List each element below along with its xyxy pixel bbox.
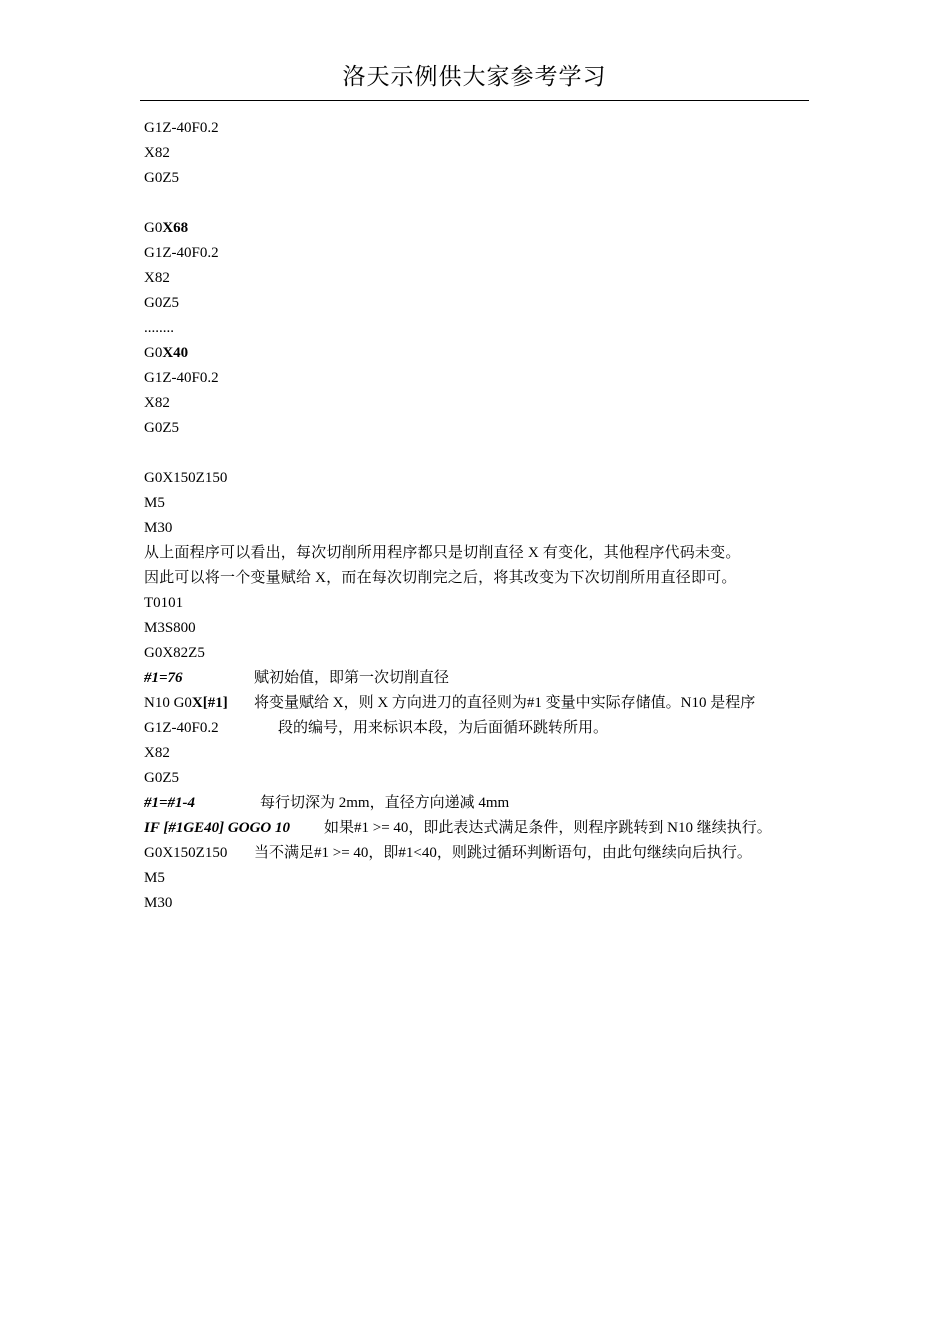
code-text: G0X82Z5 — [144, 645, 205, 661]
code-text: M30 — [144, 895, 173, 911]
code-text: M30 — [144, 520, 173, 536]
code-prefix: G0 — [144, 345, 163, 361]
code-text: X82 — [144, 395, 170, 411]
blank-line — [144, 191, 814, 216]
code-text — [144, 341, 188, 366]
code-text: ........ — [144, 320, 174, 336]
code-line — [144, 866, 814, 891]
code-line — [144, 841, 814, 866]
code-text: X82 — [144, 745, 170, 761]
code-line — [144, 341, 814, 366]
comment-text: 当不满足#1 >= 40，即#1<40，则跳过循环判断语句，由此句继续向后执行。 — [254, 845, 752, 861]
code-text: G1Z-40F0.2 — [144, 120, 219, 136]
code-line — [144, 891, 814, 916]
code-text: G0Z5 — [144, 420, 179, 436]
code-line — [144, 766, 814, 791]
code-text: G0Z5 — [144, 770, 179, 786]
code-text: G1Z-40F0.2 — [144, 720, 219, 736]
code-line — [144, 716, 814, 741]
code-prefix: G0 — [144, 220, 163, 236]
code-text: G0X150Z150 — [144, 470, 228, 486]
code-line — [144, 516, 814, 541]
code-text: #1=#1-4 — [144, 795, 196, 811]
code-bold-part: X[#1] — [191, 695, 228, 711]
code-text: M5 — [144, 495, 165, 511]
code-text — [144, 216, 188, 241]
code-text: G0Z5 — [144, 170, 179, 186]
prose-text: 从上面程序可以看出，每次切削所用程序都只是切削直径 X 有变化，其他程序代码未变。 — [144, 545, 741, 561]
code-text: G1Z-40F0.2 — [144, 245, 219, 261]
code-line — [144, 141, 814, 166]
code-text: IF [#1GE40] GOGO 10 — [144, 820, 290, 836]
code-text: T0101 — [144, 595, 184, 611]
page-header — [140, 62, 809, 101]
code-line — [144, 591, 814, 616]
code-text: X82 — [144, 270, 170, 286]
code-line — [144, 691, 814, 716]
comment-text: 赋初始值，即第一次切削直径 — [254, 670, 450, 686]
code-text — [144, 691, 228, 716]
code-line — [144, 316, 814, 341]
comment-text: 将变量赋给 X，则 X 方向进刀的直径则为#1 变量中实际存储值。N10 是程序 — [254, 695, 756, 711]
blank-line — [144, 441, 814, 466]
code-line — [144, 666, 814, 691]
prose-line — [144, 566, 814, 591]
code-line — [144, 116, 814, 141]
code-line — [144, 616, 814, 641]
prose-line — [144, 541, 814, 566]
comment-text: 每行切深为 2mm，直径方向递减 4mm — [260, 795, 510, 811]
document-body — [144, 116, 814, 916]
code-line — [144, 816, 814, 841]
code-line — [144, 291, 814, 316]
code-line — [144, 216, 814, 241]
code-text: G0X150Z150 — [144, 845, 228, 861]
code-line — [144, 741, 814, 766]
code-line — [144, 416, 814, 441]
code-line — [144, 166, 814, 191]
code-line — [144, 391, 814, 416]
code-line — [144, 466, 814, 491]
code-bold-part: X68 — [162, 220, 189, 236]
header-title: 洛天示例供大家参考学习 — [342, 64, 607, 90]
code-text: M5 — [144, 870, 165, 886]
comment-text: 如果#1 >= 40，即此表达式满足条件，则程序跳转到 N10 继续执行。 — [324, 820, 772, 836]
prose-text: 因此可以将一个变量赋给 X，而在每次切削完之后，将其改变为下次切削所用直径即可。 — [144, 570, 737, 586]
code-line — [144, 266, 814, 291]
comment-text: 段的编号，用来标识本段，为后面循环跳转所用。 — [278, 720, 609, 736]
code-line — [144, 241, 814, 266]
code-line — [144, 366, 814, 391]
code-line — [144, 641, 814, 666]
code-line — [144, 791, 814, 816]
code-text: M3S800 — [144, 620, 196, 636]
code-prefix: N10 G0 — [144, 695, 192, 711]
code-bold-part: X40 — [162, 345, 189, 361]
code-text: #1=76 — [144, 670, 183, 686]
code-text: X82 — [144, 145, 170, 161]
code-text: G1Z-40F0.2 — [144, 370, 219, 386]
code-line — [144, 491, 814, 516]
code-text: G0Z5 — [144, 295, 179, 311]
